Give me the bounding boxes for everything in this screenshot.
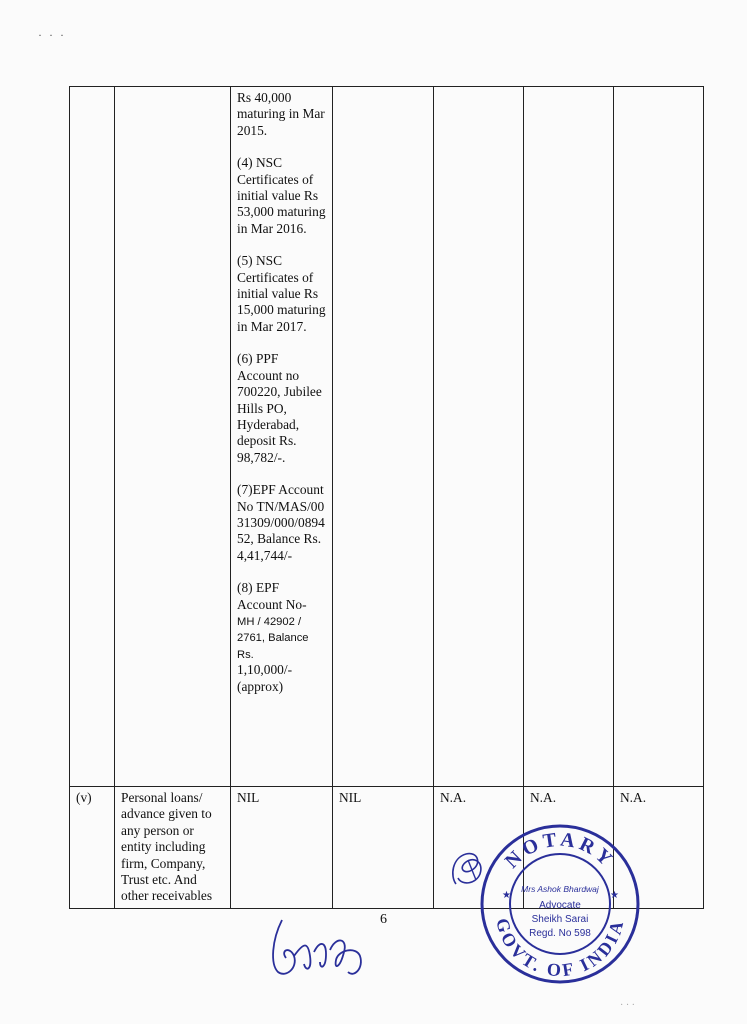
investment-entry-part: MH / 42902 / 2761, Balance Rs. bbox=[237, 615, 309, 661]
notary-stamp bbox=[478, 822, 642, 986]
investment-entry: (5) NSC Certificates of initial value Rs 15,000 maturing in Mar 2017. bbox=[237, 253, 326, 334]
investment-entry-part: 1,10,000/- (approx) bbox=[237, 662, 293, 694]
stamp-name: Mrs Ashok Bhardwaj bbox=[521, 884, 599, 894]
table-row bbox=[70, 87, 704, 787]
handwritten-signature bbox=[264, 912, 384, 984]
stamp-regd: Regd. No 598 bbox=[529, 928, 591, 939]
assets-table bbox=[69, 86, 704, 909]
table-cell bbox=[524, 87, 614, 787]
star-icon: ★ bbox=[502, 890, 511, 901]
table-cell bbox=[434, 87, 524, 787]
investment-entry: (4) NSC Certificates of initial value Rs 53,000 maturing in Mar 2016. bbox=[237, 155, 326, 236]
scan-marks: · · · bbox=[38, 28, 66, 42]
stamp-bottom-text: GOVT. OF INDIA bbox=[492, 916, 628, 981]
table-cell bbox=[614, 87, 704, 787]
scan-marks: · · · bbox=[620, 1000, 635, 1011]
table-cell: N.A. bbox=[434, 787, 524, 909]
row-description: Personal loans/ advance given to any person or entity including firm, Company, Trust etc. And other receivables bbox=[115, 787, 231, 909]
investment-entry: (6) PPF Account no 700220, Jubilee Hills PO, Hyderabad, deposit Rs. 98,782/-. bbox=[237, 351, 322, 465]
stamp-top-text: NOTARY bbox=[500, 828, 620, 873]
investment-entry: (7)EPF Account No TN/MAS/0031309/000/089452, Balance Rs.4,41,744/- bbox=[237, 482, 325, 563]
table-cell: NIL bbox=[231, 787, 333, 909]
star-icon: ★ bbox=[610, 890, 619, 901]
table-cell bbox=[333, 87, 434, 787]
table-cell: N.A. bbox=[524, 787, 614, 909]
investment-entry: Rs 40,000 maturing in Mar 2015. bbox=[237, 90, 325, 138]
investments-cell bbox=[231, 87, 333, 787]
svg-text:NOTARY bbox=[501, 828, 619, 872]
svg-text:GOVT. OF INDIA bbox=[492, 916, 628, 980]
table-cell bbox=[70, 87, 115, 787]
stamp-title: Advocate bbox=[539, 900, 581, 911]
stamp-place: Sheikh Sarai bbox=[531, 914, 589, 925]
investment-entry bbox=[237, 580, 326, 695]
page-number: 6 bbox=[380, 912, 387, 927]
table-cell: N.A. bbox=[614, 787, 704, 909]
row-number: (v) bbox=[70, 787, 115, 909]
table-cell bbox=[115, 87, 231, 787]
table-cell: NIL bbox=[333, 787, 434, 909]
investment-entry-part: (8) EPF Account No- bbox=[237, 580, 307, 612]
